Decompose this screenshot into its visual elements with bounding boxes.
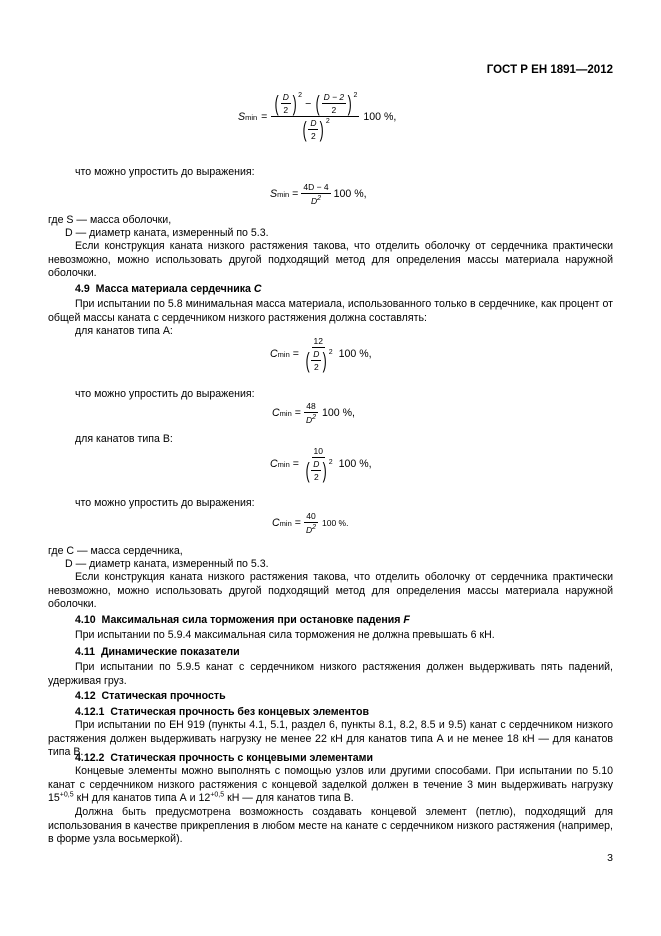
simplify-text-2: что можно упростить до выражения:	[75, 388, 255, 400]
percent-text: 100 %,	[363, 110, 397, 123]
formula-c-min-type-a: Cmin = 12 ( $\frac{D}{2}$ ) 2 100 %,	[270, 336, 372, 373]
simplify-text-1: что можно упростить до выражения:	[75, 166, 255, 178]
formula-c-min-type-b: Cmin = 10 ( $\frac{D}{2}$ ) 2 100 %,	[270, 446, 372, 483]
formula-s-min-simplified: Smin = $\frac{4D - 4}{D^2}$ 100 %,	[270, 182, 367, 206]
definition-c: где C — масса сердечника,	[48, 545, 183, 557]
formula-lhs: Smin	[238, 110, 258, 123]
section-4-12-2-paragraph-1: Концевые элементы можно выполнять с помощью узлов или другими способами. При испытании по 5.10 канат с сердечником низкого растяжения с концевой заделкой должен в течение 3 мин выдерживать нагрузку $15^{+0,5}$ кН для канатов типа А и $12^{+0,5}$ кН — для канатов типа В.	[48, 765, 613, 804]
simplify-text-3: что можно упростить до выражения:	[75, 497, 255, 509]
section-4-9-heading: 4.9 Масса материала сердечника C	[75, 283, 262, 295]
section-4-11-paragraph: При испытании по 5.9.5 канат с сердечником низкого растяжения должен выдерживать пять падений, удерживая груз.	[48, 661, 613, 687]
definition-d: D — диаметр каната, измеренный по 5.3.	[65, 227, 269, 239]
section-4-12-heading: 4.12 Статическая прочность	[75, 690, 226, 702]
section-4-12-1-paragraph: При испытании по ЕН 919 (пункты 4.1, 5.1, раздел 6, пункты 8.1, 8.2, 8.5 и 9.5) канат с сердечником низкого растяжения должен выдерживать нагрузку не менее 22 кН для канатов типа А и не менее 18 кН — для канатов типа В.	[48, 719, 613, 758]
section-4-11-heading: 4.11 Динамические показатели	[75, 646, 240, 658]
paragraph-sheath-note-2: Если конструкция каната низкого растяжения такова, что отделить оболочку от сердечника практически невозможно, можно использовать другой подходящий метод для определения массы материала наружной оболочки.	[48, 571, 613, 610]
type-b-label: для канатов типа В:	[75, 433, 173, 445]
paragraph-sheath-note: Если конструкция каната низкого растяжения такова, что отделить оболочку от сердечника практически невозможно, можно использовать другой подходящий метод для определения массы материала наружной оболочки.	[48, 240, 613, 279]
page-number: 3	[607, 852, 613, 864]
document-header: ГОСТ Р ЕН 1891—2012	[486, 64, 613, 76]
definition-s: где S — масса оболочки,	[48, 214, 172, 226]
equals-sign: =	[261, 110, 268, 123]
section-4-10-heading: 4.10 Максимальная сила торможения при остановке падения F	[75, 614, 410, 626]
type-a-label: для канатов типа А:	[75, 325, 173, 337]
formula-s-min-full	[238, 92, 396, 141]
section-4-12-2-heading: 4.12.2 Статическая прочность с концевыми элементами	[75, 752, 374, 764]
section-4-9-paragraph: При испытании по 5.8 минимальная масса материала, использованного только в сердечнике, как процент от общей массы каната с сердечником низкого растяжения должна составлять:	[48, 298, 613, 324]
definition-d-2: D — диаметр каната, измеренный по 5.3.	[65, 558, 269, 570]
section-4-10-paragraph: При испытании по 5.9.4 максимальная сила торможения не должна превышать 6 кН.	[75, 629, 495, 641]
formula-c-min-type-a-simplified: Cmin = $\frac{48}{D^2}$ 100 %,	[272, 401, 355, 425]
main-fraction: ( $\frac{D}{2}$ ) 2 − ( $\frac{D - 2}{2}$ ) 2 ( $\frac{D}{2}$ ) 2	[271, 92, 359, 141]
section-4-12-2-paragraph-2: Должна быть предусмотрена возможность создавать концевой элемент (петлю), подходящий для использования в качестве прикрепления в любом месте на канате с сердечником низкого растяжения (например, в форме узла восьмеркой).	[48, 806, 613, 845]
formula-c-min-type-b-simplified: Cmin = $\frac{40}{D^2}$ 100 %.	[272, 511, 349, 535]
section-4-12-1-heading: 4.12.1 Статическая прочность без концевых элементов	[75, 706, 369, 718]
